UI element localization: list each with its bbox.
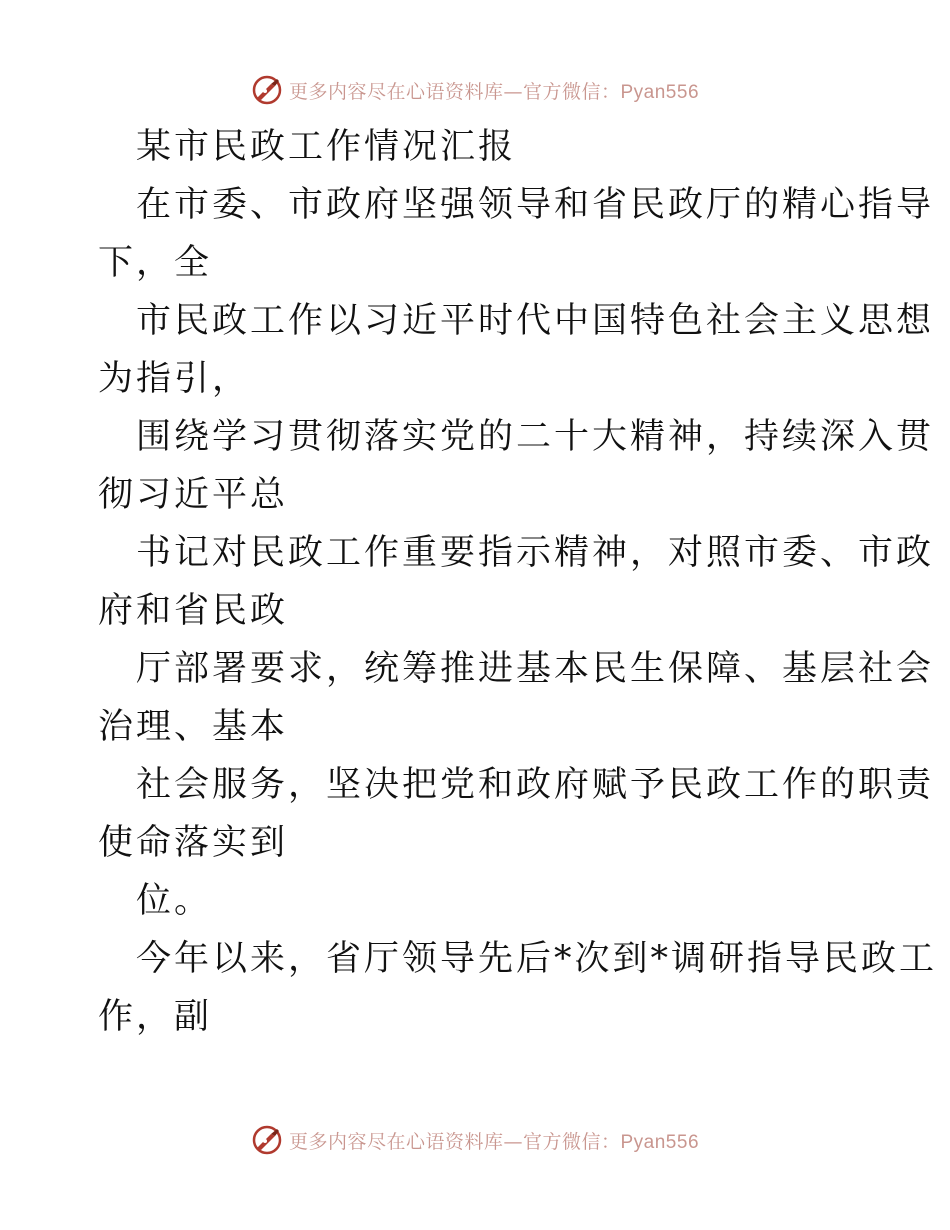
paragraph-line: 市民政工作以习近平时代中国特色社会主义思想 — [136, 301, 935, 341]
footer-wechat-id: Pyan556 — [620, 1131, 700, 1153]
paragraph-line: 下，全 — [98, 243, 213, 283]
header-banner — [0, 70, 950, 110]
paragraph-line: 使命落实到 — [98, 823, 289, 863]
paragraph-line: 书记对民政工作重要指示精神，对照市委、市政 — [136, 533, 935, 573]
paragraph-line: 社会服务，坚决把党和政府赋予民政工作的职责 — [136, 765, 935, 805]
paragraph-line: 厅部署要求，统筹推进基本民生保障、基层社会 — [136, 649, 935, 689]
footer-banner-text — [289, 1127, 699, 1154]
paragraph-line: 为指引， — [98, 359, 251, 399]
paragraph-line: 今年以来，省厅领导先后*次到*调研指导民政工 — [136, 939, 938, 979]
paragraph-line: 围绕学习贯彻落实党的二十大精神，持续深入贯 — [136, 417, 935, 457]
paragraph-line: 在市委、市政府坚强领导和省民政厅的精心指导 — [136, 185, 935, 225]
header-banner-text — [289, 77, 699, 104]
header-banner-prefix: 更多内容尽在心语资料库—官方微信： — [288, 80, 621, 103]
footer-banner-prefix: 更多内容尽在心语资料库—官方微信： — [288, 1130, 621, 1153]
paragraph-line: 治理、基本 — [98, 707, 289, 747]
header-wechat-id: Pyan556 — [620, 81, 700, 103]
footer-banner — [0, 1120, 950, 1160]
pen-logo-icon — [251, 74, 283, 106]
document-body — [98, 118, 938, 1046]
paragraph-line: 彻习近平总 — [98, 475, 289, 515]
paragraph-line: 作，副 — [98, 997, 213, 1037]
pen-logo-icon — [251, 1124, 283, 1156]
paragraph-line: 府和省民政 — [98, 591, 289, 631]
paragraph-line: 位。 — [136, 881, 213, 921]
document-title: 某市民政工作情况汇报 — [136, 127, 517, 167]
